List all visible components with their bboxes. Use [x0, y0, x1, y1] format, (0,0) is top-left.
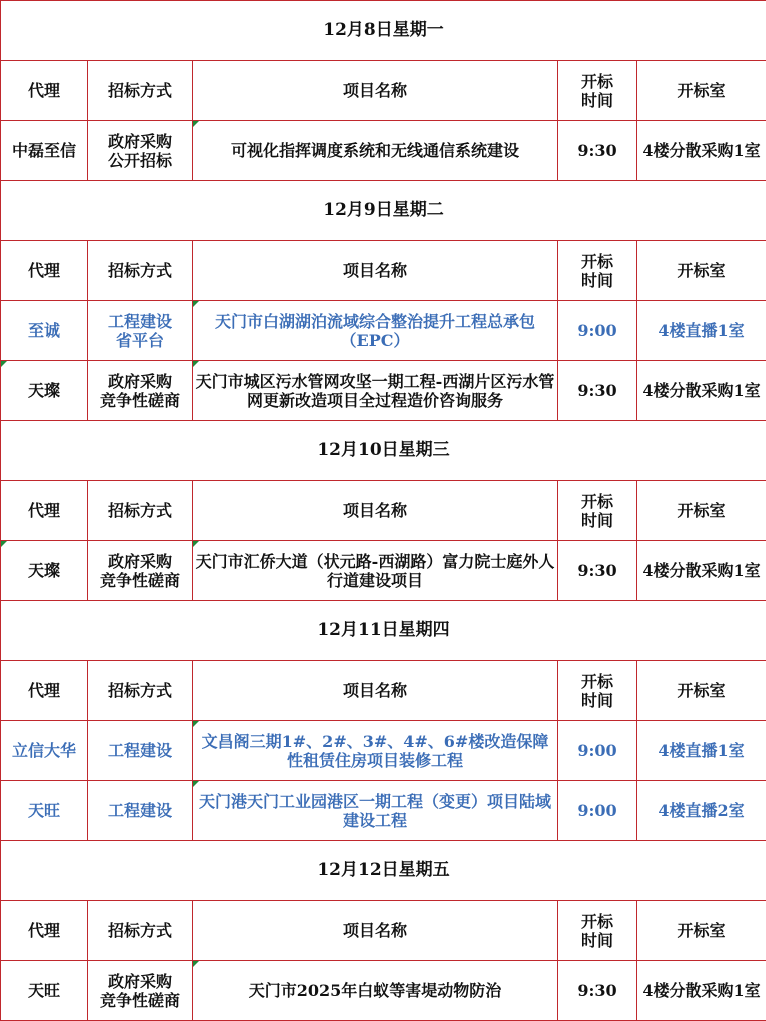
- header-room: 开标室: [637, 61, 766, 121]
- day-title: 12月8日星期一: [1, 1, 766, 61]
- header-time: 开标 时间: [558, 901, 637, 961]
- room-cell: 4楼直播1室: [637, 721, 766, 781]
- header-method: 招标方式: [88, 241, 193, 301]
- header-project: 项目名称: [193, 661, 558, 721]
- time-cell: 9:00: [558, 721, 637, 781]
- room-cell: 4楼分散采购1室: [637, 121, 766, 181]
- day-header-row: [1, 1, 766, 61]
- room-cell: 4楼直播2室: [637, 781, 766, 841]
- project-cell: 天门港天门工业园港区一期工程（变更）项目陆域建设工程: [193, 781, 558, 841]
- day-header-row: [1, 181, 766, 241]
- time-cell: 9:30: [558, 961, 637, 1021]
- day-title: 12月11日星期四: [1, 601, 766, 661]
- day-title: 12月10日星期三: [1, 421, 766, 481]
- room-cell: 4楼分散采购1室: [637, 361, 766, 421]
- header-method: 招标方式: [88, 481, 193, 541]
- day-header-row: [1, 421, 766, 481]
- day-header-row: [1, 601, 766, 661]
- method-cell: 政府采购 公开招标: [88, 121, 193, 181]
- header-time: 开标 时间: [558, 241, 637, 301]
- column-header-row: [1, 901, 766, 961]
- agent-cell: 天璨: [1, 361, 88, 421]
- table-row: [1, 541, 766, 601]
- time-cell: 9:30: [558, 121, 637, 181]
- header-agent: 代理: [1, 661, 88, 721]
- header-method: 招标方式: [88, 61, 193, 121]
- table-row: [1, 721, 766, 781]
- method-cell: 政府采购 竞争性磋商: [88, 961, 193, 1021]
- time-cell: 9:00: [558, 781, 637, 841]
- header-agent: 代理: [1, 481, 88, 541]
- header-room: 开标室: [637, 481, 766, 541]
- project-cell: 天门市城区污水管网攻坚一期工程-西湖片区污水管网更新改造项目全过程造价咨询服务: [193, 361, 558, 421]
- project-cell: 天门市2025年白蚁等害堤动物防治: [193, 961, 558, 1021]
- room-cell: 4楼分散采购1室: [637, 961, 766, 1021]
- agent-cell: 立信大华: [1, 721, 88, 781]
- project-cell: 文昌阁三期1#、2#、3#、4#、6#楼改造保障性租赁住房项目装修工程: [193, 721, 558, 781]
- method-cell: 工程建设: [88, 781, 193, 841]
- room-cell: 4楼直播1室: [637, 301, 766, 361]
- day-title: 12月9日星期二: [1, 181, 766, 241]
- project-cell: 天门市汇侨大道（状元路-西湖路）富力院士庭外人行道建设项目: [193, 541, 558, 601]
- table-row: [1, 301, 766, 361]
- header-project: 项目名称: [193, 901, 558, 961]
- table-row: [1, 361, 766, 421]
- time-cell: 9:30: [558, 361, 637, 421]
- project-cell: 可视化指挥调度系统和无线通信系统建设: [193, 121, 558, 181]
- column-header-row: [1, 481, 766, 541]
- agent-cell: 天旺: [1, 781, 88, 841]
- column-header-row: [1, 661, 766, 721]
- table-row: [1, 781, 766, 841]
- agent-cell: 至诚: [1, 301, 88, 361]
- header-project: 项目名称: [193, 241, 558, 301]
- table-row: [1, 961, 766, 1021]
- header-method: 招标方式: [88, 661, 193, 721]
- day-header-row: [1, 841, 766, 901]
- header-agent: 代理: [1, 901, 88, 961]
- schedule-body: [1, 1, 766, 1021]
- project-cell: 天门市白湖湖泊流域综合整治提升工程总承包（EPC）: [193, 301, 558, 361]
- column-header-row: [1, 61, 766, 121]
- method-cell: 政府采购 竞争性磋商: [88, 361, 193, 421]
- header-room: 开标室: [637, 901, 766, 961]
- room-cell: 4楼分散采购1室: [637, 541, 766, 601]
- method-cell: 工程建设: [88, 721, 193, 781]
- header-room: 开标室: [637, 661, 766, 721]
- time-cell: 9:30: [558, 541, 637, 601]
- header-project: 项目名称: [193, 481, 558, 541]
- header-project: 项目名称: [193, 61, 558, 121]
- table-row: [1, 121, 766, 181]
- column-header-row: [1, 241, 766, 301]
- header-agent: 代理: [1, 61, 88, 121]
- agent-cell: 天旺: [1, 961, 88, 1021]
- method-cell: 政府采购 竞争性磋商: [88, 541, 193, 601]
- header-time: 开标 时间: [558, 61, 637, 121]
- header-room: 开标室: [637, 241, 766, 301]
- day-title: 12月12日星期五: [1, 841, 766, 901]
- agent-cell: 天璨: [1, 541, 88, 601]
- header-time: 开标 时间: [558, 661, 637, 721]
- time-cell: 9:00: [558, 301, 637, 361]
- header-agent: 代理: [1, 241, 88, 301]
- agent-cell: 中磊至信: [1, 121, 88, 181]
- header-method: 招标方式: [88, 901, 193, 961]
- header-time: 开标 时间: [558, 481, 637, 541]
- method-cell: 工程建设 省平台: [88, 301, 193, 361]
